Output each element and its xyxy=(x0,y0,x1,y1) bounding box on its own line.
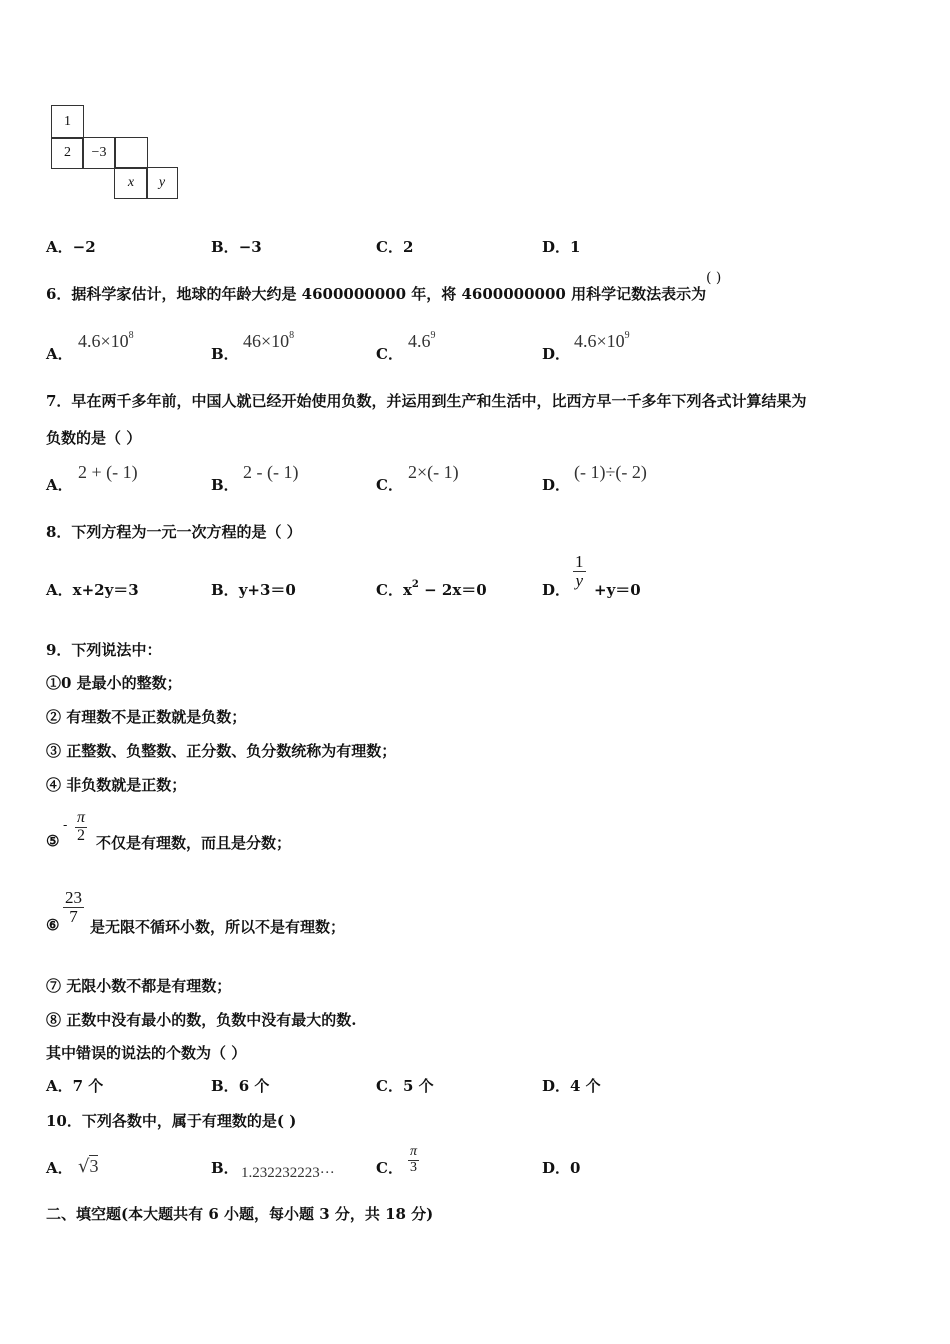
q10-option-c-fraction: $\frac{\pi}{3}$ xyxy=(410,1144,418,1175)
q6-option-a: A． xyxy=(46,345,73,363)
q5-option-d: D．1 xyxy=(542,238,581,256)
q8-option-d-fraction: $\frac{1}{y}$ xyxy=(575,552,584,590)
q8-option-b: B．y+3＝0 xyxy=(211,581,296,599)
q7-option-c: C． xyxy=(376,476,403,494)
q6-question: 6．据科学家估计，地球的年龄大约是 4600000000 年，将 4600000000 用科学记数法表示为 xyxy=(46,285,707,303)
q9-option-b: B．6 个 xyxy=(211,1077,270,1095)
q8-option-d-rest: +y＝0 xyxy=(594,581,641,599)
q7-option-b-expr: 2 - (- 1) xyxy=(243,462,299,482)
q9-statement-4: ④ 非负数就是正数； xyxy=(46,776,187,794)
q5-option-a: A．−2 xyxy=(46,238,96,256)
q9-statement-6-fraction: $\frac{23}{7}$ xyxy=(65,888,82,926)
grid-cell-blank xyxy=(114,137,148,169)
q6-option-b: B． xyxy=(211,345,239,363)
q10-option-d: D．0 xyxy=(542,1159,581,1177)
q9-statement-6-mark: ⑥ xyxy=(46,916,60,934)
q7-option-c-expr: 2×(- 1) xyxy=(408,462,459,482)
q8-question: 8．下列方程为一元一次方程的是（ ） xyxy=(46,523,302,541)
grid-cell-y: y xyxy=(146,167,178,199)
q9-statement-5-text: 不仅是有理数，而且是分数； xyxy=(96,834,292,852)
q6-option-d-expr: $4.6\times 10^9$ xyxy=(574,330,630,351)
q6-option-d: D． xyxy=(542,345,571,363)
q10-option-a-sqrt: √3 xyxy=(78,1156,99,1177)
q7-option-a: A． xyxy=(46,476,73,494)
q5-option-c: C．2 xyxy=(376,238,414,256)
q7-option-d-expr: (- 1)÷(- 2) xyxy=(574,462,647,482)
q7-question-line1: 7．早在两千多年前，中国人就已经开始使用负数，并运用到生产和生活中，比西方早一千多年下列各式计算结果为 xyxy=(46,392,807,410)
q10-option-a: A． xyxy=(46,1159,73,1177)
q9-statement-3: ③ 正整数、负整数、正分数、负分数统称为有理数； xyxy=(46,742,397,760)
grid-cell-neg3: −3 xyxy=(82,137,116,169)
q10-option-b-number: 1.232232223··· xyxy=(241,1165,335,1181)
q9-ask: 其中错误的说法的个数为（ ） xyxy=(46,1044,247,1062)
q10-question: 10．下列各数中，属于有理数的是( ) xyxy=(46,1112,297,1130)
q9-statement-5-mark: ⑤ xyxy=(46,832,60,850)
q8-option-d: D． xyxy=(542,581,571,599)
q9-statement-1: ①0 是最小的整数； xyxy=(46,674,182,692)
q9-title: 9．下列说法中： xyxy=(46,641,162,659)
q8-option-c: C．$x^2 - 2x=0$ xyxy=(376,579,487,599)
q6-answer-paren: ( ) xyxy=(706,270,722,286)
q7-question-line2: 负数的是（ ） xyxy=(46,429,142,447)
q7-option-d: D． xyxy=(542,476,571,494)
q9-statement-5-minus: - xyxy=(63,818,68,833)
q6-option-c-expr: $4.6^9$ xyxy=(408,330,436,351)
q6-option-b-expr: $46\times 10^8$ xyxy=(243,330,295,351)
grid-cell-x: x xyxy=(114,167,148,199)
q5-option-b: B．−3 xyxy=(211,238,262,256)
q9-statement-7: ⑦ 无限小数不都是有理数； xyxy=(46,977,232,995)
q7-option-a-expr: 2 + (- 1) xyxy=(78,462,138,482)
q9-option-c: C．5 个 xyxy=(376,1077,434,1095)
q6-option-c: C． xyxy=(376,345,403,363)
section-2-heading: 二、填空题(本大题共有 6 小题，每小题 3 分，共 18 分) xyxy=(46,1205,434,1223)
q6-option-a-expr: $4.6\times 10^8$ xyxy=(78,330,134,351)
q10-option-b: B． xyxy=(211,1159,239,1177)
grid-cell-1: 1 xyxy=(51,105,84,139)
q10-option-c: C． xyxy=(376,1159,403,1177)
q9-option-d: D．4 个 xyxy=(542,1077,601,1095)
q9-statement-8: ⑧ 正数中没有最小的数，负数中没有最大的数. xyxy=(46,1011,357,1029)
q9-statement-6-text: 是无限不循环小数，所以不是有理数； xyxy=(90,918,346,936)
grid-cell-2: 2 xyxy=(51,137,84,169)
q8-option-a: A．x+2y＝3 xyxy=(46,581,139,599)
q9-statement-5-fraction: $\frac{\pi}{2}$ xyxy=(77,809,86,844)
q9-statement-2: ② 有理数不是正数就是负数； xyxy=(46,708,247,726)
q9-option-a: A．7 个 xyxy=(46,1077,104,1095)
q7-option-b: B． xyxy=(211,476,239,494)
